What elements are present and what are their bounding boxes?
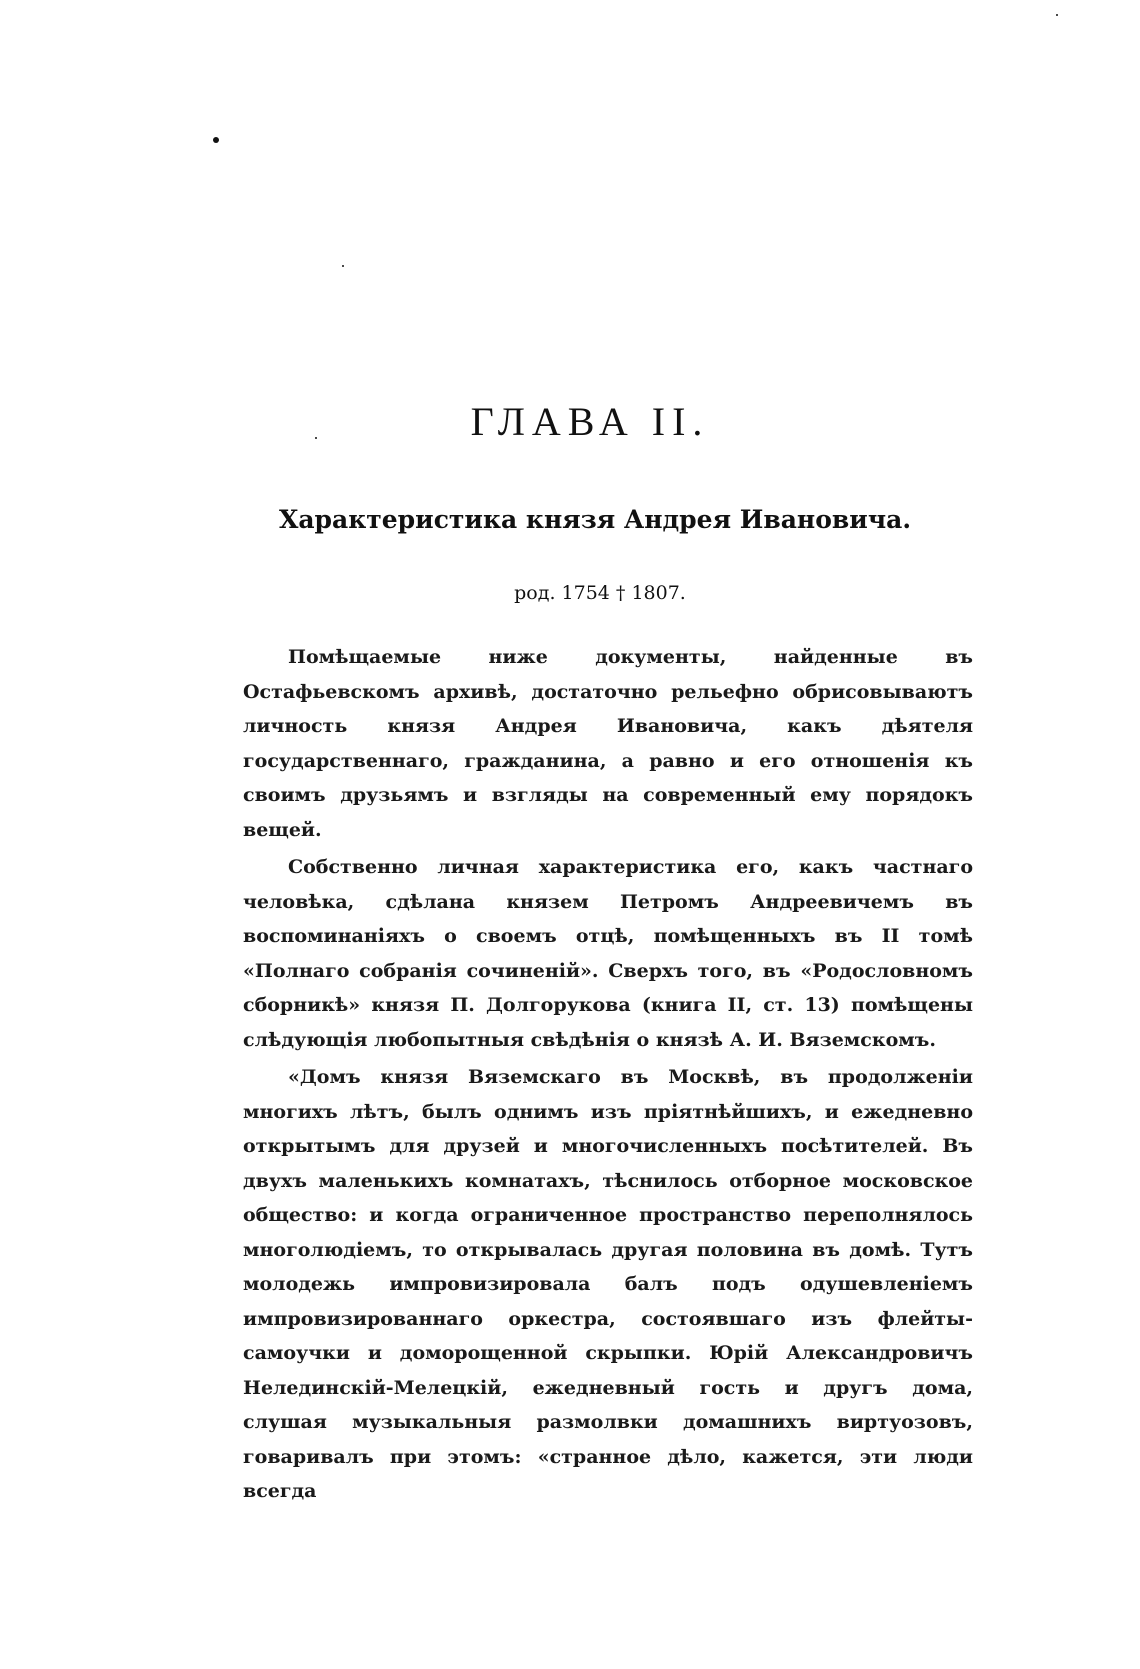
ink-speck <box>1056 14 1058 16</box>
paragraph: «Домъ князя Вяземскаго въ Москвѣ, въ продолженіи многихъ лѣтъ, былъ однимъ изъ пріятнѣйшихъ, и ежедневно открытымъ для друзей и многочисленныхъ посѣтителей. Въ двухъ маленькихъ комнатахъ, тѣснилось отборное московское общество: и когда ограниченное пространство переполнялось многолюдіемъ, то открывалась другая половина въ домѣ. Тутъ молодежь импровизировала балъ подъ одушевленіемъ импровизированнаго оркестра, состоявшаго изъ флейты-самоучки и доморощенной скрыпки. Юрій Александровичъ Нелединскій-Мелецкій, ежедневный гость и другъ дома, слушая музыкальныя размолвки домашнихъ виртуозовъ, говаривалъ при этомъ: «странное дѣло, кажется, эти люди всегда <box>243 1066 973 1502</box>
life-dates: род. 1754 † 1807. <box>514 582 686 604</box>
chapter-subtitle: Характеристика князя Андрея Ивановича. <box>278 505 912 534</box>
chapter-title: ГЛАВА II. <box>470 399 710 444</box>
body-text <box>243 640 973 1512</box>
paragraph: Собственно личная характеристика его, какъ частнаго человѣка, сдѣлана князем Петромъ Андреевичемъ въ воспоминаніяхъ о своемъ отцѣ, помѣщенныхъ въ II томѣ «Полнаго собранія сочиненій». Сверхъ того, въ «Родословномъ сборникѣ» князя П. Долгорукова (книга II, ст. 13) помѣщены слѣдующія любопытныя свѣдѣнія о князѣ А. И. Вяземскомъ. <box>243 856 973 1051</box>
paragraph: Помѣщаемые ниже документы, найденные въ Остафьевскомъ архивѣ, достаточно рельефно обрисовываютъ личность князя Андрея Ивановича, какъ дѣятеля государственнаго, гражданина, а равно и его отношенія къ своимъ друзьямъ и взгляды на современный ему порядокъ вещей. <box>243 646 973 841</box>
ink-speck <box>213 137 219 143</box>
ink-speck <box>342 265 344 267</box>
